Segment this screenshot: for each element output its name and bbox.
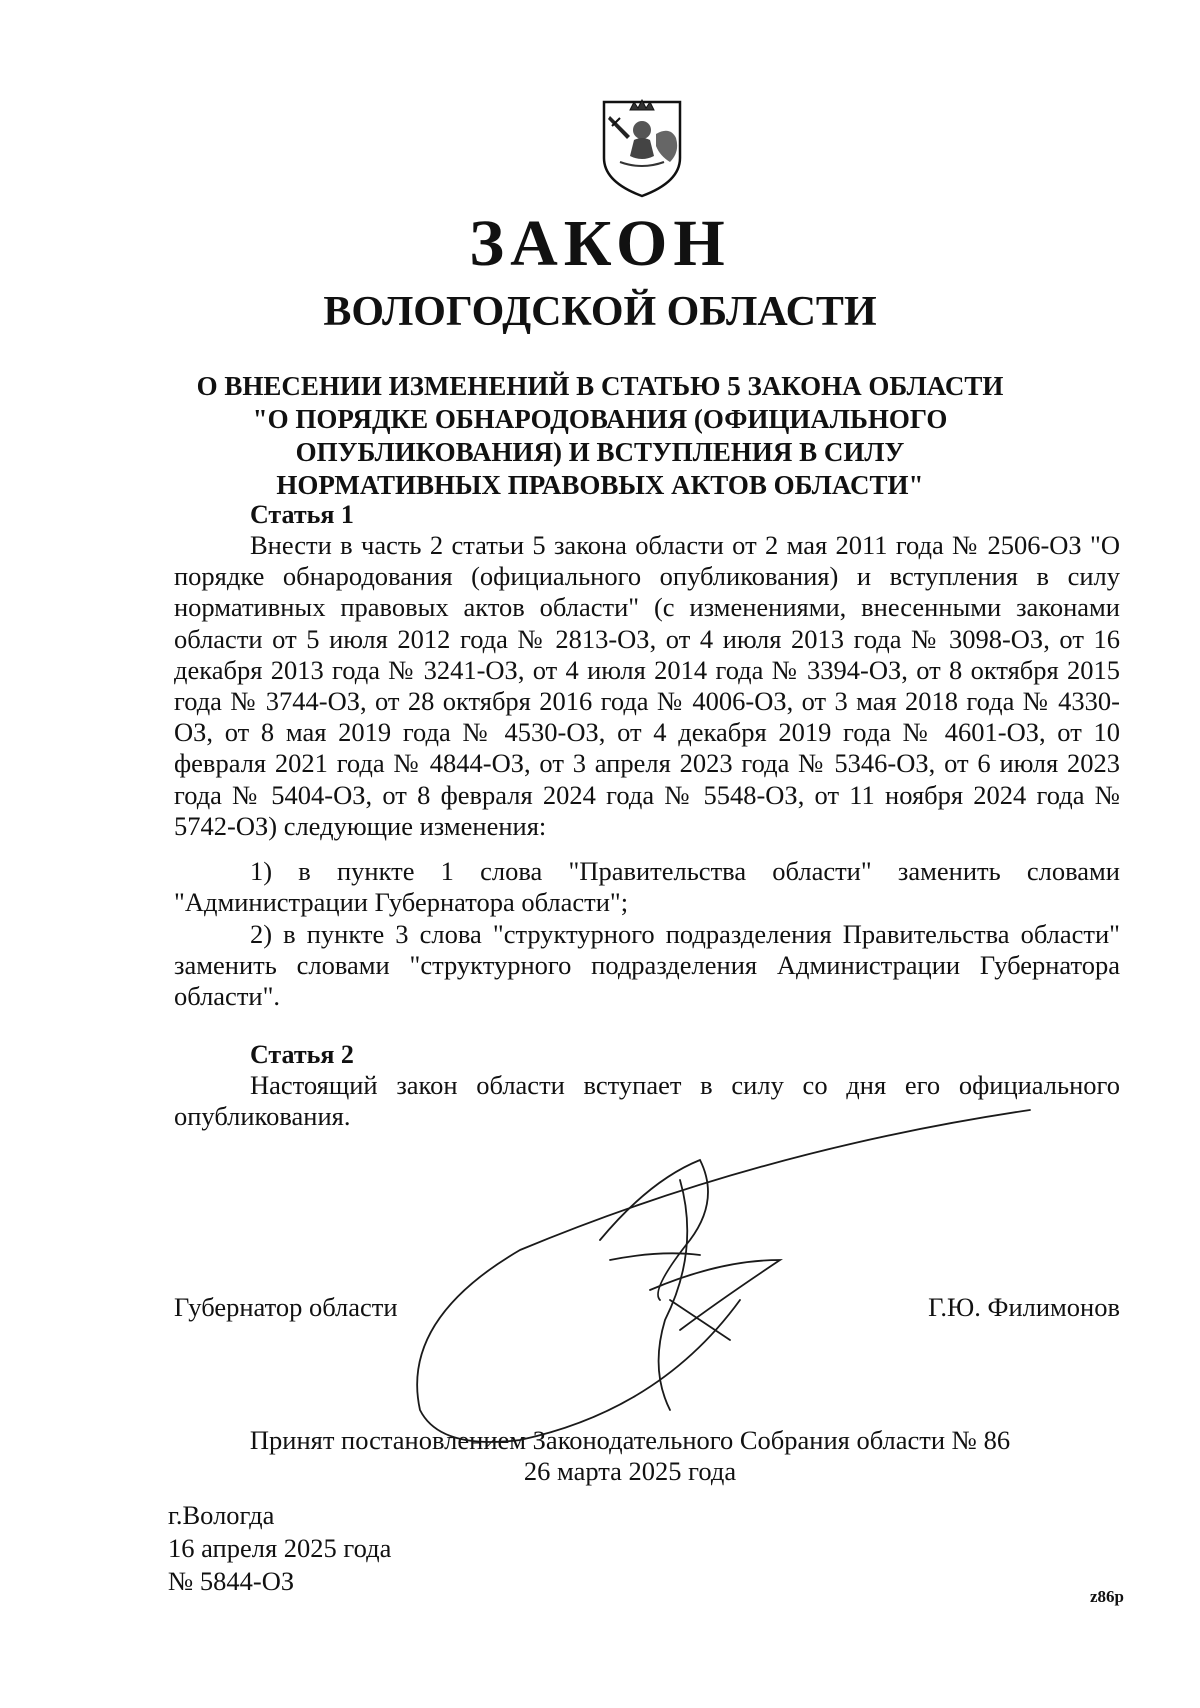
place-date-block <box>168 1499 391 1598</box>
article-1-item-2: 2) в пункте 3 слова "структурного подразделения Правительства области" заменить словами "структурного подразделения Администрации Губернатора области". <box>174 919 1120 1012</box>
coat-of-arms-icon <box>600 96 684 200</box>
article-1-heading: Статья 1 <box>250 500 354 529</box>
adoption-note <box>200 1425 1060 1487</box>
signatory-name: Г.Ю. Филимонов <box>928 1292 1120 1322</box>
article-1-item-1: 1) в пункте 1 слова "Правительства области" заменить словами "Администрации Губернатора области"; <box>174 856 1120 918</box>
subtitle-line: ОПУБЛИКОВАНИЯ) И ВСТУПЛЕНИЯ В СИЛУ <box>295 437 905 467</box>
city: г.Вологда <box>168 1500 275 1530</box>
subtitle-line: "О ПОРЯДКЕ ОБНАРОДОВАНИЯ (ОФИЦИАЛЬНОГО <box>252 404 948 434</box>
article-2-paragraph: Настоящий закон области вступает в силу со дня его официального опубликования. <box>174 1070 1120 1132</box>
document-title: ЗАКОН <box>469 207 731 280</box>
region-title: ВОЛОГОДСКОЙ ОБЛАСТИ <box>323 289 877 335</box>
document-code: z86p <box>1090 1587 1124 1606</box>
subtitle-line: О ВНЕСЕНИИ ИЗМЕНЕНИЙ В СТАТЬЮ 5 ЗАКОНА ОБЛАСТИ <box>196 371 1004 401</box>
adoption-date: 26 марта 2025 года <box>523 1456 737 1486</box>
law-number: № 5844-ОЗ <box>168 1566 295 1596</box>
signing-date: 16 апреля 2025 года <box>168 1533 392 1563</box>
article-1-paragraph-1: Внести в часть 2 статьи 5 закона области от 2 мая 2011 года № 2506-ОЗ "О порядке обнародования (официального опубликования) и вступления в силу нормативных правовых актов области" (с изменениями, внесенными законами области от 5 июля 2012 года № 2813-ОЗ, от 4 июля 2013 года № 3098-ОЗ, от 16 декабря 2013 года № 3241-ОЗ, от 4 июля 2014 года № 3394-ОЗ, от 8 октября 2015 года № 3744-ОЗ, от 28 октября 2016 года № 4006-ОЗ, от 3 мая 2018 года № 4330-ОЗ, от 8 мая 2019 года № 4530-ОЗ, от 4 декабря 2019 года № 4601-ОЗ, от 10 февраля 2021 года № 4844-ОЗ, от 3 апреля 2023 года № 5346-ОЗ, от 6 июля 2023 года № 5404-ОЗ, от 8 февраля 2024 года № 5548-ОЗ, от 11 ноября 2024 года № 5742-ОЗ) следующие изменения: <box>174 530 1120 841</box>
subtitle-line: НОРМАТИВНЫХ ПРАВОВЫХ АКТОВ ОБЛАСТИ" <box>276 470 924 500</box>
signatory-position: Губернатор области <box>174 1292 398 1322</box>
adoption-line: Принят постановлением Законодательного Собрания области № 86 <box>249 1425 1011 1455</box>
article-2-heading: Статья 2 <box>250 1040 354 1069</box>
law-subtitle <box>150 370 1050 502</box>
